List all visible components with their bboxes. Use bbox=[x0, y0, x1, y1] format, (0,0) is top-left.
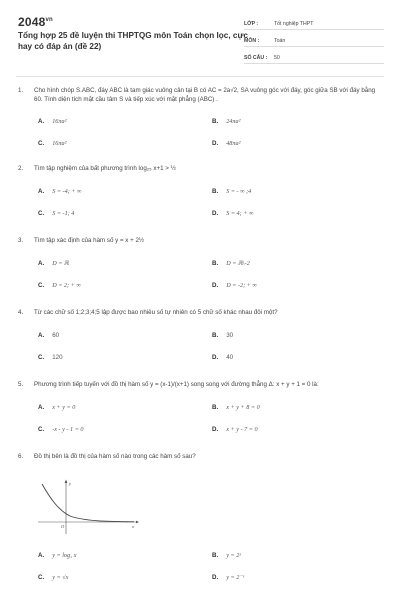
question-stem: Tìm tập nghiệm của bất phương trình log₂₅ x+1 > ½ bbox=[34, 165, 176, 172]
option-label: D. bbox=[212, 354, 219, 361]
option-label: D. bbox=[212, 210, 219, 217]
option-label: D. bbox=[212, 574, 219, 581]
meta-row-class bbox=[244, 15, 384, 30]
function-graph bbox=[36, 478, 140, 536]
meta-value: Toán bbox=[274, 38, 286, 44]
option-label: B. bbox=[212, 188, 219, 195]
option-a[interactable] bbox=[38, 118, 66, 125]
origin-label: O bbox=[61, 524, 65, 529]
question-stem: Tìm tập xác định của hàm số y = x + 2½ bbox=[34, 237, 145, 244]
question-stem: Đồ thị bên là đồ thị của hàm số nào trong các hàm số sau? bbox=[34, 453, 196, 460]
header-divider bbox=[16, 76, 384, 77]
option-b[interactable] bbox=[212, 118, 240, 125]
option-value: 24πa² bbox=[226, 118, 241, 125]
option-a[interactable] bbox=[38, 188, 81, 195]
option-value: S = - ∞ ;4 bbox=[226, 188, 252, 195]
option-label: A. bbox=[38, 404, 45, 411]
question-number: 2. bbox=[18, 165, 24, 172]
option-value: D = ℝ\-2 bbox=[226, 260, 250, 267]
option-label: C. bbox=[38, 210, 45, 217]
option-label: D. bbox=[212, 282, 219, 289]
option-value: 30 bbox=[226, 332, 234, 339]
logo-suffix: vn bbox=[45, 17, 53, 23]
curve-line bbox=[42, 484, 134, 522]
option-value: S = -1; 4 bbox=[52, 210, 75, 217]
option-c[interactable] bbox=[38, 426, 84, 433]
option-c[interactable] bbox=[38, 354, 63, 361]
option-label: C. bbox=[38, 574, 45, 581]
option-label: B. bbox=[212, 552, 219, 559]
option-value: D = ℝ bbox=[52, 260, 69, 267]
meta-key: SỐ CÂU : bbox=[244, 55, 268, 61]
option-value: D = 2; + ∞ bbox=[52, 282, 81, 289]
option-c[interactable] bbox=[38, 140, 66, 147]
meta-key: LỚP : bbox=[244, 21, 259, 27]
meta-key: MÔN : bbox=[244, 38, 260, 44]
y-axis-arrow bbox=[65, 480, 68, 484]
option-b[interactable] bbox=[212, 260, 250, 267]
y-axis-label: y bbox=[69, 481, 71, 486]
option-value: x + y + 8 = 0 bbox=[226, 404, 260, 411]
option-label: B. bbox=[212, 260, 219, 267]
question-number: 4. bbox=[18, 309, 24, 316]
option-value: D = -2; + ∞ bbox=[226, 282, 257, 289]
option-c[interactable] bbox=[38, 574, 68, 581]
option-a[interactable] bbox=[38, 260, 69, 267]
question-number: 3. bbox=[18, 237, 24, 244]
option-d[interactable] bbox=[212, 354, 233, 361]
option-label: A. bbox=[38, 188, 45, 195]
option-label: B. bbox=[212, 332, 219, 339]
option-label: D. bbox=[212, 426, 219, 433]
option-value: 16πa² bbox=[52, 118, 67, 125]
option-label: A. bbox=[38, 260, 45, 267]
question-stem: Cho hình chóp S.ABC, đáy ABC là tam giác vuông cân tại B có AC = 2a√2, SA vuông góc với đáy, góc giữa SB với đáy bằng 60. Tính diện tích mặt cầu tâm S và tiếp xúc với mặt phẳng (ABC) . bbox=[34, 87, 376, 103]
option-a[interactable] bbox=[38, 332, 59, 339]
option-b[interactable] bbox=[212, 552, 241, 559]
option-value: y = √x bbox=[52, 574, 69, 581]
option-label: B. bbox=[212, 404, 219, 411]
document-header bbox=[16, 14, 386, 72]
document-meta bbox=[244, 15, 384, 66]
option-value: 60 bbox=[52, 332, 60, 339]
option-value: 48πa² bbox=[226, 140, 241, 147]
logo-text: 2048 bbox=[18, 15, 46, 29]
option-value: S = 4; + ∞ bbox=[226, 210, 254, 217]
option-b[interactable] bbox=[212, 332, 233, 339]
question-number: 1. bbox=[18, 87, 24, 94]
option-a[interactable] bbox=[38, 552, 77, 559]
option-c[interactable] bbox=[38, 210, 74, 217]
question-stem: Phương trình tiếp tuyến với đồ thị hàm số y = (x-1)/(x+1) song song với đường thẳng Δ: x + y + 1 = 0 là: bbox=[34, 381, 319, 388]
option-label: D. bbox=[212, 140, 219, 147]
question-number: 5. bbox=[18, 381, 24, 388]
option-d[interactable] bbox=[212, 574, 244, 581]
question-stem: Từ các chữ số 1;2;3;4;5 lập được bao nhiêu số tự nhiên có 5 chữ số khác nhau đôi một? bbox=[34, 309, 278, 316]
document-title: Tổng hợp 25 đề luyện thi THPTQG môn Toán chọn lọc, cực hay có đáp án (đề 22) bbox=[18, 31, 248, 51]
option-value: -x - y - 1 = 0 bbox=[52, 426, 84, 433]
option-label: A. bbox=[38, 552, 45, 559]
meta-row-subject bbox=[244, 32, 384, 47]
x-axis-label: x bbox=[132, 524, 134, 529]
option-label: A. bbox=[38, 118, 45, 125]
site-logo[interactable] bbox=[18, 15, 53, 29]
option-d[interactable] bbox=[212, 140, 240, 147]
option-value: 16πa² bbox=[52, 140, 67, 147]
option-d[interactable] bbox=[212, 282, 257, 289]
option-value: y = log₂ x bbox=[52, 552, 77, 559]
meta-value: Tốt nghiệp THPT bbox=[274, 21, 314, 27]
option-value: 120 bbox=[52, 354, 63, 361]
option-label: C. bbox=[38, 282, 45, 289]
option-label: C. bbox=[38, 426, 45, 433]
option-label: C. bbox=[38, 140, 45, 147]
option-value: 40 bbox=[226, 354, 234, 361]
option-label: A. bbox=[38, 332, 45, 339]
meta-value: 50 bbox=[274, 55, 280, 61]
option-value: y = 2⁻ˣ bbox=[226, 574, 245, 581]
option-value: y = 2ˣ bbox=[226, 552, 242, 559]
option-a[interactable] bbox=[38, 404, 75, 411]
question-number: 6. bbox=[18, 453, 24, 460]
option-value: x + y - 7 = 0 bbox=[226, 426, 258, 433]
x-axis-arrow bbox=[136, 521, 139, 524]
option-c[interactable] bbox=[38, 282, 81, 289]
option-b[interactable] bbox=[212, 188, 251, 195]
option-d[interactable] bbox=[212, 210, 253, 217]
option-value: S = -4; + ∞ bbox=[52, 188, 82, 195]
option-d[interactable] bbox=[212, 426, 258, 433]
option-b[interactable] bbox=[212, 404, 260, 411]
meta-row-count bbox=[244, 49, 384, 64]
option-label: C. bbox=[38, 354, 45, 361]
option-label: B. bbox=[212, 118, 219, 125]
option-value: x + y = 0 bbox=[52, 404, 76, 411]
